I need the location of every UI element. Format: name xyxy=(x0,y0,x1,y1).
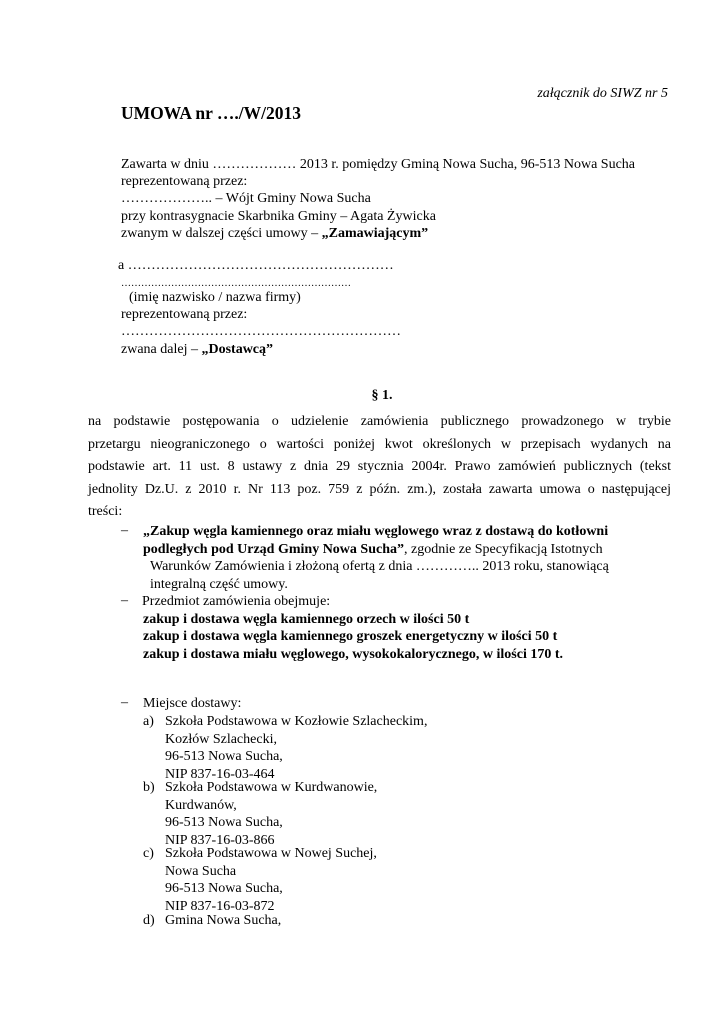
item-scope xyxy=(143,593,563,663)
paragraph-line: podstawie art. 11 ust. 8 ustawy z dnia 29 stycznia 2004r. Prawo zamówień publicznych (tekst xyxy=(88,459,671,475)
item-line: Warunków Zamówienia i złożoną ofertą z dnia ………….. 2013 roku, stanowiącą xyxy=(150,559,609,575)
place-line: Szkoła Podstawowa w Kurdwanowie, xyxy=(165,780,378,795)
item-bold: „Zakup węgla kamiennego oraz miału węglowego wraz z dostawą do kotłowni xyxy=(143,524,609,539)
paragraph-line: treści: xyxy=(88,504,123,520)
party-line: reprezentowaną przez: xyxy=(121,307,248,323)
supplier-prefix: zwana dalej – xyxy=(121,341,202,357)
place-line: Kurdwanów, xyxy=(165,797,237,813)
paragraph-line: jednolity Dz.U. z 2010 r. Nr 113 poz. 759 z późn. zm.), została zawarta umowa o następującej xyxy=(88,481,671,497)
party-block xyxy=(121,289,401,358)
party-line: a ………………………………………………… xyxy=(118,258,394,273)
place-line: NIP 837-16-03-872 xyxy=(165,898,275,914)
intro-block xyxy=(121,156,635,242)
item-subject xyxy=(143,523,609,593)
paragraph-line: przetargu nieograniczonego o wartości poniżej kwot określonych w przepisach wydanych na xyxy=(88,436,671,452)
place-label: d) xyxy=(143,913,155,928)
intro-line: przy kontrasygnacie Skarbnika Gminy – Agata Żywicka xyxy=(121,208,436,224)
party-line xyxy=(121,341,401,358)
party-caption: (imię nazwisko / nazwa firmy) xyxy=(129,290,301,305)
intro-line: Zawarta w dniu ……………… 2013 r. pomiędzy Gminą Nowa Sucha, 96-513 Nowa Sucha xyxy=(121,157,636,172)
section-heading: § 1. xyxy=(371,388,393,403)
item-line xyxy=(143,541,609,559)
intro-line: ……………….. – Wójt Gminy Nowa Sucha xyxy=(121,191,371,207)
section-paragraph xyxy=(88,411,671,524)
contract-title: UMOWA nr …./W/2013 xyxy=(121,103,302,123)
item-bold: podległych pod Urząd Gminy Nowa Sucha” xyxy=(143,541,404,557)
supplier-name: „Dostawcą” xyxy=(201,341,274,357)
place-line: Nowa Sucha xyxy=(165,863,237,879)
scope-intro: Przedmiot zamówienia obejmuje: xyxy=(142,594,331,609)
party-dots: …………………………………………………………… xyxy=(121,278,351,289)
item-text: , zgodnie ze Specyfikacją Istotnych xyxy=(403,541,603,557)
item-line: integralną część umowy. xyxy=(150,576,288,592)
place-line: Szkoła Podstawowa w Kozłowie Szlacheckim, xyxy=(165,714,428,729)
place-line: Szkoła Podstawowa w Nowej Suchej, xyxy=(165,846,377,861)
place-line: Gmina Nowa Sucha, xyxy=(165,913,282,928)
place-label: c) xyxy=(143,846,154,861)
scope-line: zakup i dostawa węgla kamiennego orzech w ilości 50 t xyxy=(143,611,470,627)
paragraph-line: na podstawie postępowania o udzielenie zamówienia publicznego prowadzonego w trybie xyxy=(88,414,671,429)
ordering-party-name: „Zamawiającym” xyxy=(321,225,429,241)
bullet-dash: – xyxy=(121,695,128,710)
scope-line: zakup i dostawa węgla kamiennego groszek energetyczny w ilości 50 t xyxy=(143,629,558,645)
item-line xyxy=(143,523,609,541)
place-line: 96-513 Nowa Sucha, xyxy=(165,749,283,765)
place-line: NIP 837-16-03-464 xyxy=(165,766,275,782)
scope-line: zakup i dostawa miału węglowego, wysokokalorycznego, w ilości 170 t. xyxy=(143,646,563,662)
bullet-dash: – xyxy=(121,523,128,538)
intro-line: reprezentowaną przez: xyxy=(121,174,248,190)
intro-line xyxy=(121,225,635,242)
intro-prefix: zwanym w dalszej części umowy – xyxy=(121,225,322,241)
delivery-intro: Miejsce dostawy: xyxy=(143,696,242,711)
party-line: …………………………………………………… xyxy=(121,324,401,340)
place-line: NIP 837-16-03-866 xyxy=(165,832,275,848)
annex-label: załącznik do SIWZ nr 5 xyxy=(537,86,668,101)
place-line: 96-513 Nowa Sucha, xyxy=(165,815,283,831)
place-label: a) xyxy=(143,714,154,729)
place-line: 96-513 Nowa Sucha, xyxy=(165,881,283,897)
place-label: b) xyxy=(143,780,155,795)
place-line: Kozłów Szlachecki, xyxy=(165,731,277,747)
bullet-dash: – xyxy=(121,593,128,608)
